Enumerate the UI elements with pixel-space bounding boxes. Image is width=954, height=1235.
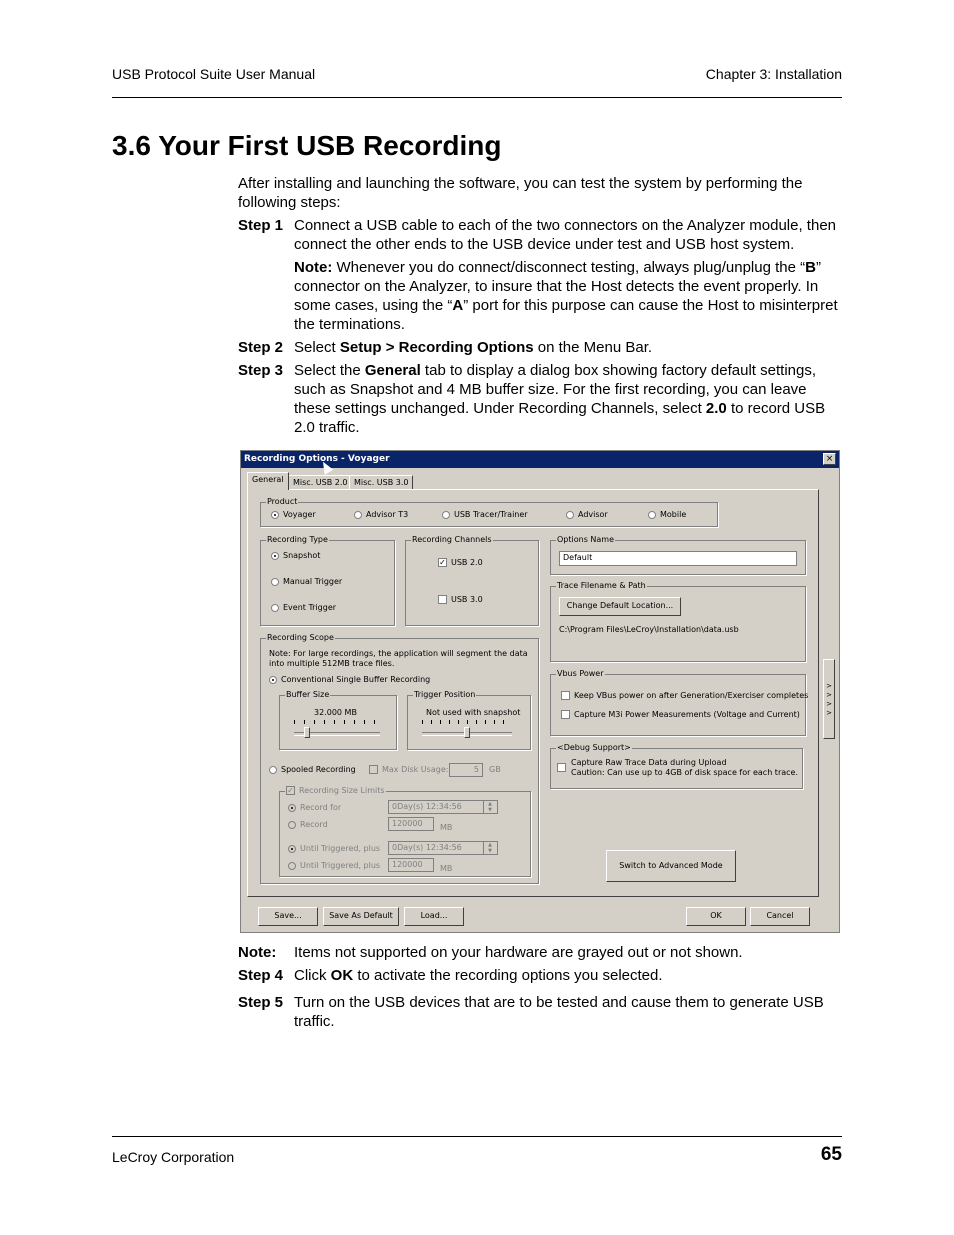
record-for-input[interactable] (388, 800, 498, 814)
group-label: Product (267, 497, 298, 506)
tab-misc-usb20[interactable]: Misc. USB 2.0 (288, 475, 352, 489)
option-label: USB 2.0 (451, 558, 483, 567)
spinner-icon: ▲ ▼ (483, 842, 496, 855)
radio-icon (442, 511, 450, 519)
record-input[interactable]: 120000 (388, 817, 434, 831)
group-label: Trigger Position (414, 690, 476, 699)
option-label: USB 3.0 (451, 595, 483, 604)
radio-icon (271, 578, 279, 586)
option-label: Recording Size Limits (299, 786, 385, 795)
record-unit: MB (440, 823, 453, 832)
buffer-size-group (279, 690, 397, 750)
option-label: Advisor (578, 510, 608, 519)
step-5 (238, 993, 844, 1031)
radio-icon (288, 845, 296, 853)
advanced-mode-button[interactable]: Switch to Advanced Mode (606, 850, 736, 882)
note-2 (238, 943, 844, 962)
option-label: Conventional Single Buffer Recording (281, 675, 431, 684)
group-label: Options Name (557, 535, 615, 544)
note-text: ” connector on the Analyzer, to insure that the Host detects the event properly. In some cases, using the “ (294, 259, 821, 314)
option-label: Record for (300, 803, 342, 812)
step-label: Step 4 (238, 967, 284, 984)
step-2 (238, 338, 844, 357)
side-expand-button[interactable]: > > > > (823, 659, 835, 739)
note-bold: B (805, 259, 816, 276)
trigger-position-ticks (422, 720, 512, 724)
footer-rule (112, 1136, 842, 1137)
product-mobile-radio[interactable] (648, 510, 686, 519)
radio-icon (271, 511, 279, 519)
step-text (294, 338, 844, 357)
until-triggered-size-radio[interactable] (288, 861, 380, 870)
text: to record USB 2.0 traffic. (294, 400, 826, 436)
product-tracer-trainer-radio[interactable] (442, 510, 528, 519)
radio-icon (648, 511, 656, 519)
scope-note: Note: For large recordings, the application will segment the data into multiple 512MB trace files. (269, 649, 528, 668)
conventional-recording-radio[interactable] (269, 675, 430, 684)
radio-icon (566, 511, 574, 519)
size-limits-checkbox[interactable] (285, 786, 386, 795)
capture-raw-caution: Caution: Can use up to 4GB of disk space for each trace. (571, 768, 798, 777)
spooled-recording-radio[interactable] (269, 765, 356, 774)
product-advisor-radio[interactable] (566, 510, 608, 519)
capture-raw-checkbox[interactable] (557, 763, 570, 772)
max-disk-checkbox[interactable] (369, 765, 448, 774)
text: tab to display a dialog box showing factory default settings, such as Snapshot and 4 MB buffer size. For the first recording, you can leave these settings unchanged. Under Recording Channels, select (294, 362, 817, 417)
check-icon: ✓ (287, 786, 294, 795)
bold-text: Setup > Recording Options (339, 339, 534, 356)
recording-channels-group (405, 535, 539, 626)
check-icon (369, 765, 378, 774)
radio-icon (288, 821, 296, 829)
bold-text: General (364, 362, 421, 379)
tab-general[interactable]: General (247, 472, 289, 490)
radio-icon (288, 862, 296, 870)
change-default-location-button[interactable]: Change Default Location... (559, 597, 681, 616)
check-icon (557, 763, 566, 772)
option-label: Until Triggered, plus (300, 861, 381, 870)
tab-misc-usb30[interactable]: Misc. USB 3.0 (349, 475, 413, 489)
save-button[interactable]: Save... (258, 907, 318, 926)
until-triggered-time-input[interactable] (388, 841, 498, 855)
record-for-radio[interactable] (288, 803, 341, 812)
snapshot-radio[interactable] (271, 551, 320, 560)
option-label: Voyager (283, 510, 316, 519)
step-text (294, 966, 844, 985)
note-text: Items not supported on your hardware are grayed out or not shown. (294, 944, 743, 961)
keep-vbus-checkbox[interactable] (561, 691, 808, 700)
recording-type-group (260, 535, 395, 626)
bold-text: 2.0 (705, 400, 727, 417)
recording-options-dialog (240, 450, 840, 933)
step-label: Step 3 (238, 362, 284, 379)
option-label: Max Disk Usage: (382, 765, 449, 774)
page-number: 65 (820, 1144, 842, 1165)
cancel-button[interactable]: Cancel (750, 907, 810, 926)
field-value: 0Day(s) 12:34:56 (392, 802, 462, 811)
group-label: Recording Scope (267, 633, 334, 642)
close-button[interactable]: × (823, 453, 836, 465)
note-label: Note: (294, 259, 333, 276)
option-label: Spooled Recording (281, 765, 356, 774)
group-label: Vbus Power (557, 669, 604, 678)
section-title: 3.6 Your First USB Recording (112, 130, 502, 161)
trace-filename-group (550, 581, 806, 662)
trigger-position-group (407, 690, 531, 750)
options-name-group (550, 535, 806, 575)
step-text (294, 361, 844, 437)
intro-paragraph: After installing and launching the software, you can test the system by performing the following steps: (238, 175, 803, 211)
radio-icon (271, 604, 279, 612)
option-label: Mobile (660, 510, 687, 519)
save-as-default-button[interactable]: Save As Default (323, 907, 399, 926)
recording-scope-group (260, 633, 539, 884)
max-disk-unit: GB (489, 765, 501, 774)
load-button[interactable]: Load... (404, 907, 464, 926)
header-rule (112, 97, 842, 98)
capture-raw-label: Capture Raw Trace Data during Upload (571, 758, 727, 767)
trigger-position-slider[interactable] (464, 727, 470, 738)
radio-icon (271, 552, 279, 560)
tab-pane-general (247, 489, 819, 897)
note-text: Whenever you do connect/disconnect testing, always plug/unplug the “ (332, 259, 806, 276)
until-triggered-size-unit: MB (440, 864, 453, 873)
product-voyager-radio[interactable] (271, 510, 316, 519)
text: Select (294, 339, 340, 356)
option-label: Keep VBus power on after Generation/Exerciser completes (574, 691, 809, 700)
check-icon (438, 595, 447, 604)
manual-trigger-radio[interactable] (271, 577, 342, 586)
usb30-checkbox[interactable] (438, 595, 483, 604)
step-label: Step 5 (238, 994, 284, 1011)
radio-icon (269, 766, 277, 774)
note-text: ” port for this purpose can cause the Host to misinterpret the terminations. (294, 297, 838, 333)
step-text: Turn on the USB devices that are to be tested and cause them to generate USB traffic. (294, 994, 824, 1030)
recording-size-limits-group (279, 786, 531, 877)
option-label: Event Trigger (283, 603, 337, 612)
option-label: Manual Trigger (283, 577, 343, 586)
step-1 (238, 216, 844, 254)
option-label: Capture M3i Power Measurements (Voltage and Current) (574, 710, 800, 719)
check-icon (561, 710, 570, 719)
footer-company: LeCroy Corporation (112, 1149, 235, 1165)
step-label: Step 2 (238, 339, 284, 356)
vbus-power-group (550, 669, 809, 736)
options-name-input[interactable]: Default (559, 551, 797, 566)
max-disk-input[interactable]: 5 (449, 763, 483, 777)
until-triggered-size-input[interactable]: 120000 (388, 858, 434, 872)
until-triggered-time-radio[interactable] (288, 844, 380, 853)
text: on the Menu Bar. (533, 339, 653, 356)
event-trigger-radio[interactable] (271, 603, 336, 612)
radio-icon (269, 676, 277, 684)
group-label: <Debug Support> (557, 743, 631, 752)
buffer-size-value: 32.000 MB (314, 708, 357, 717)
product-advisor-t3-radio[interactable] (354, 510, 408, 519)
option-label: Snapshot (283, 551, 321, 560)
spinner-icon: ▲ ▼ (483, 801, 496, 814)
radio-icon (288, 804, 296, 812)
option-label: USB Tracer/Trainer (454, 510, 528, 519)
step-text: Connect a USB cable to each of the two connectors on the Analyzer module, then connect the other ends to the USB device under test and USB host system. (294, 217, 836, 253)
step-label: Step 1 (238, 217, 284, 234)
group-label: Recording Channels (412, 535, 492, 544)
capture-m3i-checkbox[interactable] (561, 710, 800, 719)
group-label: Buffer Size (286, 690, 330, 699)
option-label: Record (300, 820, 328, 829)
buffer-size-ticks (294, 720, 378, 724)
usb20-checkbox[interactable] (438, 558, 483, 567)
radio-icon (354, 511, 362, 519)
option-label: Until Triggered, plus (300, 844, 381, 853)
bold-text: OK (330, 967, 354, 984)
note-label: Note: (238, 944, 277, 961)
step-3 (238, 361, 844, 437)
check-icon: ✓ (439, 558, 446, 567)
dialog-title-bar: Recording Options - Voyager (241, 451, 839, 468)
debug-support-group (550, 743, 803, 789)
group-label: Trace Filename & Path (557, 581, 646, 590)
buffer-size-slider[interactable] (304, 727, 310, 738)
check-icon (561, 691, 570, 700)
text: to activate the recording options you selected. (353, 967, 663, 984)
note-1 (294, 258, 844, 334)
field-value: 0Day(s) 12:34:56 (392, 843, 462, 852)
group-label: Recording Type (267, 535, 328, 544)
page-header-right: Chapter 3: Installation (705, 66, 842, 82)
page-header-left: USB Protocol Suite User Manual (112, 66, 316, 82)
step-4 (238, 966, 844, 985)
option-label: Advisor T3 (366, 510, 409, 519)
text: Click (294, 967, 331, 984)
note-bold: A (452, 297, 464, 314)
trace-path-text: C:\Program Files\LeCroy\Installation\data.usb (559, 625, 739, 634)
text: Select the (294, 362, 365, 379)
product-group (260, 497, 718, 527)
ok-button[interactable]: OK (686, 907, 746, 926)
trigger-position-value: Not used with snapshot (426, 708, 521, 717)
record-radio[interactable] (288, 820, 328, 829)
